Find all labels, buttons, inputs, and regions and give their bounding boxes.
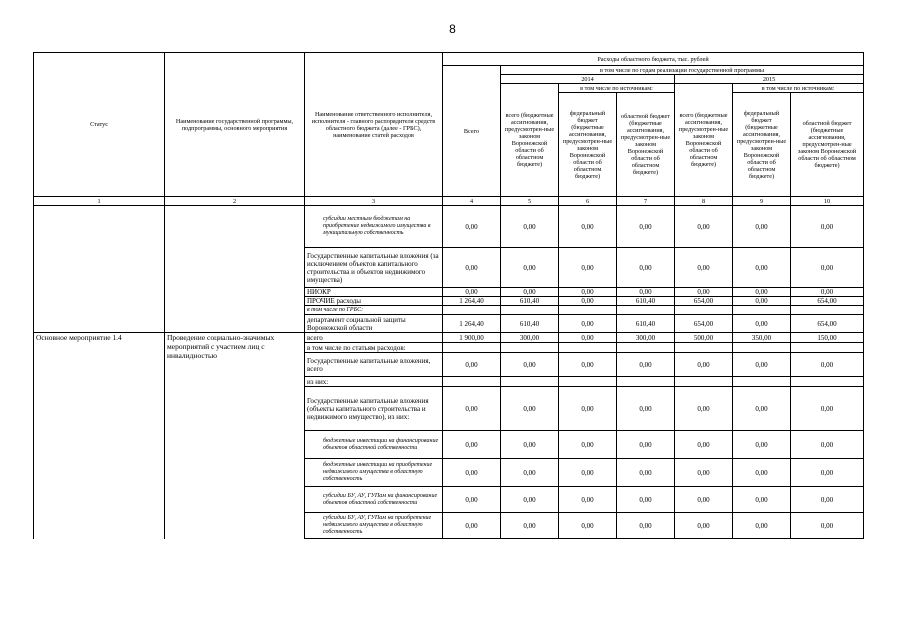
cell-value: 0,00 — [443, 353, 501, 377]
header-sources-2014: в том числе по источникам: — [559, 84, 675, 93]
cell-value — [675, 306, 733, 315]
status-cell: Основное мероприятие 1.4 — [34, 333, 165, 539]
cell-value: 0,00 — [501, 431, 559, 459]
cell-value — [559, 306, 617, 315]
table-row — [34, 206, 864, 248]
cell-value: 0,00 — [733, 459, 791, 487]
cell-value: 0,00 — [675, 288, 733, 297]
header-all-2014: всего (бюджетные ассигнования, предусмотрен-ные законом Воронежской области об областном бюджете) — [501, 84, 559, 197]
cell-value: 0,00 — [559, 297, 617, 306]
col-num: 5 — [501, 197, 559, 206]
cell-value: 0,00 — [443, 459, 501, 487]
row-label: субсидии БУ, АУ, ГУПам на приобретение недвижимого имущества в областную собственность — [305, 513, 443, 539]
cell-value: 500,00 — [675, 333, 733, 343]
cell-value: 654,00 — [675, 315, 733, 333]
cell-value: 0,00 — [791, 487, 864, 513]
cell-value: 1 900,00 — [443, 333, 501, 343]
header-total: Всего — [443, 66, 501, 197]
cell-value — [559, 343, 617, 353]
cell-value: 0,00 — [501, 248, 559, 288]
cell-value: 0,00 — [791, 206, 864, 248]
cell-value: 0,00 — [733, 288, 791, 297]
cell-value: 0,00 — [443, 248, 501, 288]
cell-value: 0,00 — [501, 206, 559, 248]
cell-value — [617, 306, 675, 315]
cell-value — [675, 343, 733, 353]
header-expenses: Расходы областного бюджета, тыс. рублей — [443, 53, 864, 66]
cell-value: 0,00 — [791, 459, 864, 487]
cell-value: 0,00 — [559, 513, 617, 539]
col-num: 4 — [443, 197, 501, 206]
cell-value: 0,00 — [559, 315, 617, 333]
cell-value: 0,00 — [733, 353, 791, 377]
cell-value: 0,00 — [675, 248, 733, 288]
cell-value: 654,00 — [791, 315, 864, 333]
cell-value: 0,00 — [617, 288, 675, 297]
cell-value: 0,00 — [559, 288, 617, 297]
cell-value — [675, 377, 733, 387]
row-label: из них: — [305, 377, 443, 387]
cell-value: 0,00 — [443, 288, 501, 297]
cell-value: 0,00 — [733, 206, 791, 248]
cell-value: 0,00 — [443, 387, 501, 431]
cell-value: 0,00 — [443, 431, 501, 459]
cell-value: 0,00 — [559, 333, 617, 343]
cell-value: 350,00 — [733, 333, 791, 343]
header-executor: Наименование ответственного исполнителя, исполнителя - главного распорядителя средств областного бюджета (далее - ГРБС), наименование статей расходов — [305, 53, 443, 197]
cell-value — [791, 377, 864, 387]
row-label: бюджетные инвестиции на приобретение недвижимого имущества в областную собственность — [305, 459, 443, 487]
cell-value: 1 264,40 — [443, 315, 501, 333]
col-num: 8 — [675, 197, 733, 206]
cell-value — [501, 343, 559, 353]
cell-value: 610,40 — [501, 315, 559, 333]
row-label: Государственные капитальные вложения (за исключением объектов капитального строительства и объектов недвижимого имущества) — [305, 248, 443, 288]
page-number: 8 — [449, 22, 456, 36]
cell-value: 0,00 — [559, 431, 617, 459]
cell-value: 0,00 — [559, 206, 617, 248]
cell-value: 0,00 — [559, 387, 617, 431]
row-label: бюджетные инвестиции на финансирование объектов областной собственности — [305, 431, 443, 459]
cell-value: 0,00 — [501, 387, 559, 431]
header-regional-2015: областной бюджет (бюджетные ассигнования, предусмотрен-ные законом Воронежской области об областном бюджете) — [791, 93, 864, 197]
cell-value — [617, 377, 675, 387]
column-numbers-row — [34, 197, 864, 206]
cell-value — [733, 377, 791, 387]
header-federal-2014: федеральный бюджет (бюджетные ассигнования, предусмотрен-ные законом Воронежской области об областном бюджете) — [559, 93, 617, 197]
cell-value: 0,00 — [675, 487, 733, 513]
cell-value — [791, 306, 864, 315]
cell-value: 0,00 — [617, 459, 675, 487]
cell-value: 0,00 — [501, 459, 559, 487]
cell-value: 300,00 — [501, 333, 559, 343]
row-label: субсидии местным бюджетам на приобретение недвижимого имущества в муниципальную собственность — [305, 206, 443, 248]
cell-value — [791, 343, 864, 353]
cell-value: 0,00 — [617, 513, 675, 539]
header-sources-2015: в том числе по источникам: — [733, 84, 864, 93]
row-label: в том числе по ГРБС: — [305, 306, 443, 315]
col-num: 2 — [165, 197, 305, 206]
cell-value: 0,00 — [733, 297, 791, 306]
cell-value: 0,00 — [617, 248, 675, 288]
cell-value: 0,00 — [617, 353, 675, 377]
row-label: всего — [305, 333, 443, 343]
measure-name-cell: Проведение социально-значимых мероприятий с участием лиц с инвалидностью — [165, 333, 305, 539]
cell-value — [617, 343, 675, 353]
name-cell-prev — [165, 206, 305, 333]
row-label: в том числе по статьям расходов: — [305, 343, 443, 353]
cell-value: 0,00 — [443, 513, 501, 539]
cell-value: 0,00 — [675, 387, 733, 431]
header-by-years: в том числе по годам реализации государственной программы — [501, 66, 864, 75]
cell-value: 610,40 — [617, 315, 675, 333]
header-all-2015: всего (бюджетные ассигнования, предусмотрен-ные законом Воронежской области об областном бюджете) — [675, 84, 733, 197]
cell-value: 654,00 — [791, 297, 864, 306]
cell-value: 0,00 — [617, 487, 675, 513]
cell-value: 0,00 — [791, 513, 864, 539]
row-label: ПРОЧИЕ расходы — [305, 297, 443, 306]
cell-value: 0,00 — [443, 487, 501, 513]
cell-value: 0,00 — [675, 353, 733, 377]
cell-value — [733, 343, 791, 353]
cell-value: 0,00 — [501, 288, 559, 297]
cell-value: 0,00 — [675, 206, 733, 248]
cell-value: 0,00 — [501, 513, 559, 539]
cell-value: 0,00 — [559, 248, 617, 288]
cell-value: 0,00 — [791, 248, 864, 288]
cell-value — [501, 377, 559, 387]
cell-value: 0,00 — [733, 487, 791, 513]
row-label: Государственные капитальные вложения, всего — [305, 353, 443, 377]
cell-value: 0,00 — [791, 387, 864, 431]
cell-value: 0,00 — [617, 431, 675, 459]
cell-value: 0,00 — [675, 431, 733, 459]
cell-value: 0,00 — [791, 431, 864, 459]
cell-value: 0,00 — [501, 353, 559, 377]
cell-value: 1 264,40 — [443, 297, 501, 306]
cell-value: 0,00 — [733, 431, 791, 459]
header-federal-2015: федеральный бюджет (бюджетные ассигнования, предусмотрен-ные законом Воронежской области об областном бюджете) — [733, 93, 791, 197]
cell-value — [733, 306, 791, 315]
cell-value — [443, 377, 501, 387]
cell-value: 610,40 — [617, 297, 675, 306]
row-label: Государственные капитальные вложения (объекты капитального строительства и недвижимого имущество), из них: — [305, 387, 443, 431]
row-label: департамент социальной защиты Воронежской области — [305, 315, 443, 333]
cell-value: 0,00 — [733, 315, 791, 333]
col-num: 1 — [34, 197, 165, 206]
budget-table — [33, 52, 864, 539]
table-row — [34, 333, 864, 343]
cell-value: 0,00 — [501, 487, 559, 513]
cell-value — [501, 306, 559, 315]
cell-value — [443, 343, 501, 353]
header-year-2015: 2015 — [675, 75, 864, 84]
col-num: 3 — [305, 197, 443, 206]
cell-value: 0,00 — [733, 387, 791, 431]
cell-value: 0,00 — [733, 513, 791, 539]
col-num: 7 — [617, 197, 675, 206]
header-status: Статус — [34, 53, 165, 197]
cell-value — [443, 306, 501, 315]
cell-value: 0,00 — [791, 353, 864, 377]
col-num: 6 — [559, 197, 617, 206]
cell-value: 0,00 — [443, 206, 501, 248]
header-year-2014: 2014 — [501, 75, 675, 84]
cell-value: 0,00 — [675, 459, 733, 487]
cell-value: 0,00 — [617, 206, 675, 248]
cell-value: 150,00 — [791, 333, 864, 343]
header-regional-2014: областной бюджет (бюджетные ассигнования, предусмотрен-ные законом Воронежской области об областном бюджете) — [617, 93, 675, 197]
cell-value: 0,00 — [559, 487, 617, 513]
cell-value: 0,00 — [617, 387, 675, 431]
cell-value: 0,00 — [733, 248, 791, 288]
cell-value — [559, 377, 617, 387]
cell-value: 654,00 — [675, 297, 733, 306]
header-program-name: Наименование государственной программы, подпрограммы, основного мероприятия — [165, 53, 305, 197]
col-num: 9 — [733, 197, 791, 206]
cell-value: 0,00 — [559, 459, 617, 487]
status-cell-prev — [34, 206, 165, 333]
row-label: субсидии БУ, АУ, ГУПам на финансирование объектов областной собственности — [305, 487, 443, 513]
cell-value: 0,00 — [675, 513, 733, 539]
col-num: 10 — [791, 197, 864, 206]
cell-value: 300,00 — [617, 333, 675, 343]
cell-value: 0,00 — [791, 288, 864, 297]
cell-value: 0,00 — [559, 353, 617, 377]
row-label: НИОКР — [305, 288, 443, 297]
cell-value: 610,40 — [501, 297, 559, 306]
